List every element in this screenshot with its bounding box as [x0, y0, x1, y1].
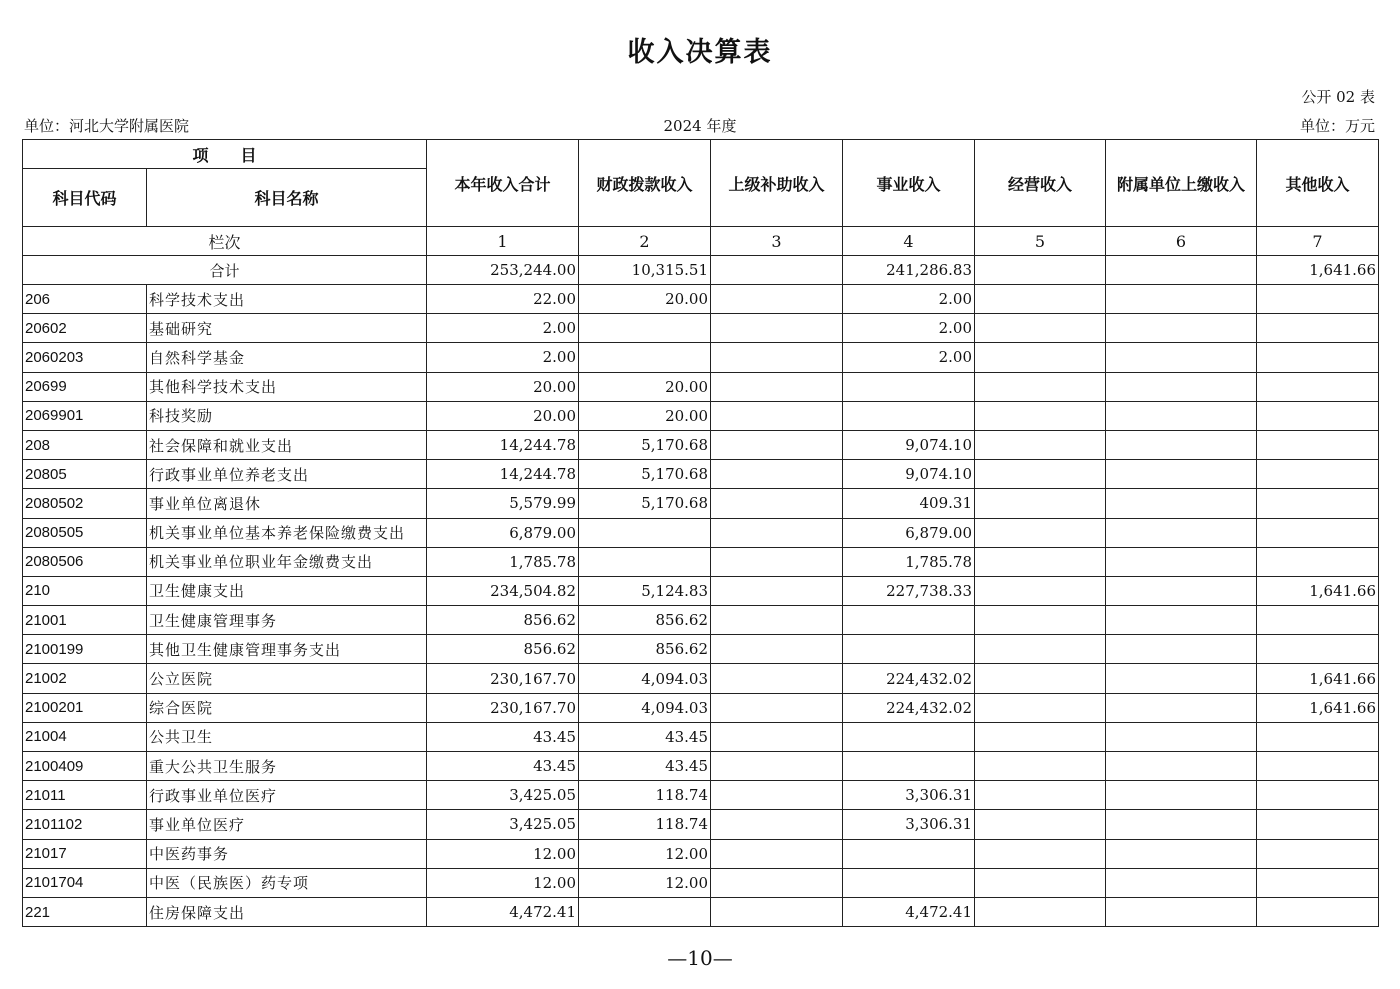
table-row — [23, 372, 1379, 401]
header-col-operating: 经营收入 — [975, 140, 1106, 227]
amount-cell — [1257, 314, 1379, 343]
amount-cell — [1106, 343, 1257, 372]
amount-cell — [975, 401, 1106, 430]
amount-cell: 227,738.33 — [843, 576, 975, 605]
amount-cell — [711, 489, 843, 518]
amount-cell — [1257, 752, 1379, 781]
amount-cell — [1106, 810, 1257, 839]
amount-cell — [975, 781, 1106, 810]
amount-cell: 1,641.66 — [1257, 693, 1379, 722]
amount-cell — [843, 401, 975, 430]
subject-code: 2060203 — [23, 343, 147, 372]
subject-name: 社会保障和就业支出 — [147, 430, 427, 459]
index-cell: 3 — [711, 227, 843, 256]
subject-code: 208 — [23, 430, 147, 459]
amount-cell: 12.00 — [427, 839, 579, 868]
amount-cell: 43.45 — [579, 752, 711, 781]
amount-cell: 2.00 — [843, 285, 975, 314]
amount-cell — [711, 839, 843, 868]
table-row — [23, 781, 1379, 810]
form-code: 公开 02 表 — [1301, 88, 1375, 106]
income-table — [22, 139, 1379, 927]
amount-cell — [975, 722, 1106, 751]
amount-cell — [1257, 343, 1379, 372]
amount-cell: 856.62 — [579, 606, 711, 635]
table-row — [23, 664, 1379, 693]
amount-cell: 230,167.70 — [427, 664, 579, 693]
subject-code: 2069901 — [23, 401, 147, 430]
amount-cell — [975, 752, 1106, 781]
amount-cell: 5,170.68 — [579, 489, 711, 518]
index-cell: 2 — [579, 227, 711, 256]
amount-cell: 2.00 — [843, 343, 975, 372]
amount-cell — [1106, 781, 1257, 810]
subject-name: 中医（民族医）药专项 — [147, 868, 427, 897]
amount-cell: 3,306.31 — [843, 781, 975, 810]
amount-cell — [975, 868, 1106, 897]
amount-cell — [1106, 897, 1257, 926]
amount-cell: 4,472.41 — [427, 897, 579, 926]
amount-cell — [975, 897, 1106, 926]
header-col-business: 事业收入 — [843, 140, 975, 227]
total-cell — [711, 256, 843, 285]
subject-name: 自然科学基金 — [147, 343, 427, 372]
amount-cell — [975, 606, 1106, 635]
amount-cell — [1257, 606, 1379, 635]
header-code: 科目代码 — [23, 169, 147, 227]
amount-cell: 856.62 — [579, 635, 711, 664]
subject-code: 206 — [23, 285, 147, 314]
amount-cell — [1257, 868, 1379, 897]
header-name: 科目名称 — [147, 169, 427, 227]
table-row — [23, 839, 1379, 868]
amount-cell: 1,785.78 — [427, 547, 579, 576]
amount-cell — [1257, 372, 1379, 401]
amount-cell — [1106, 460, 1257, 489]
amount-cell — [1106, 664, 1257, 693]
subject-code: 2101704 — [23, 868, 147, 897]
subject-name: 科学技术支出 — [147, 285, 427, 314]
amount-cell — [1257, 518, 1379, 547]
table-row — [23, 314, 1379, 343]
amount-cell — [711, 430, 843, 459]
amount-cell: 22.00 — [427, 285, 579, 314]
amount-cell — [1106, 868, 1257, 897]
amount-cell: 2.00 — [843, 314, 975, 343]
amount-cell — [1106, 489, 1257, 518]
subject-name: 卫生健康管理事务 — [147, 606, 427, 635]
amount-cell: 5,170.68 — [579, 460, 711, 489]
subject-name: 其他卫生健康管理事务支出 — [147, 635, 427, 664]
amount-cell — [975, 664, 1106, 693]
amount-cell: 3,425.05 — [427, 781, 579, 810]
index-label: 栏次 — [23, 227, 427, 256]
amount-cell — [711, 606, 843, 635]
index-cell: 7 — [1257, 227, 1379, 256]
amount-cell — [711, 752, 843, 781]
subject-code: 2100409 — [23, 752, 147, 781]
amount-cell — [711, 868, 843, 897]
subject-name: 科技奖励 — [147, 401, 427, 430]
amount-cell — [1257, 810, 1379, 839]
amount-cell — [711, 372, 843, 401]
amount-cell — [711, 547, 843, 576]
amount-cell — [1257, 897, 1379, 926]
amount-cell — [843, 839, 975, 868]
amount-cell — [1106, 839, 1257, 868]
amount-cell — [1257, 285, 1379, 314]
amount-cell — [975, 460, 1106, 489]
table-row — [23, 576, 1379, 605]
subject-name: 卫生健康支出 — [147, 576, 427, 605]
header-col-fiscal: 财政拨款收入 — [579, 140, 711, 227]
amount-cell: 2.00 — [427, 343, 579, 372]
total-cell: 241,286.83 — [843, 256, 975, 285]
amount-cell — [1257, 781, 1379, 810]
amount-cell: 9,074.10 — [843, 460, 975, 489]
amount-cell — [1257, 547, 1379, 576]
subject-code: 21002 — [23, 664, 147, 693]
subject-code: 20602 — [23, 314, 147, 343]
subject-name: 事业单位医疗 — [147, 810, 427, 839]
amount-cell: 118.74 — [579, 810, 711, 839]
amount-cell: 3,306.31 — [843, 810, 975, 839]
amount-cell: 1,641.66 — [1257, 664, 1379, 693]
amount-cell — [1106, 314, 1257, 343]
amount-cell — [711, 897, 843, 926]
amount-cell: 224,432.02 — [843, 664, 975, 693]
index-cell: 1 — [427, 227, 579, 256]
amount-cell — [1257, 635, 1379, 664]
amount-cell — [975, 839, 1106, 868]
table-row — [23, 635, 1379, 664]
amount-cell — [579, 897, 711, 926]
amount-cell: 234,504.82 — [427, 576, 579, 605]
amount-cell: 230,167.70 — [427, 693, 579, 722]
amount-cell: 409.31 — [843, 489, 975, 518]
amount-cell: 5,170.68 — [579, 430, 711, 459]
amount-cell — [843, 606, 975, 635]
header-col-total: 本年收入合计 — [427, 140, 579, 227]
total-cell: 253,244.00 — [427, 256, 579, 285]
subject-name: 机关事业单位职业年金缴费支出 — [147, 547, 427, 576]
amount-cell — [1106, 518, 1257, 547]
header-col-other: 其他收入 — [1257, 140, 1379, 227]
table-row — [23, 285, 1379, 314]
table-row — [23, 518, 1379, 547]
subject-name: 公共卫生 — [147, 722, 427, 751]
subject-name: 行政事业单位养老支出 — [147, 460, 427, 489]
amount-cell: 4,472.41 — [843, 897, 975, 926]
amount-cell — [711, 401, 843, 430]
amount-cell: 12.00 — [579, 868, 711, 897]
subject-name: 中医药事务 — [147, 839, 427, 868]
amount-cell: 3,425.05 — [427, 810, 579, 839]
total-label: 合计 — [23, 256, 427, 285]
subject-name: 综合医院 — [147, 693, 427, 722]
header-col-superior: 上级补助收入 — [711, 140, 843, 227]
subject-code: 2080502 — [23, 489, 147, 518]
table-row — [23, 547, 1379, 576]
amount-cell — [975, 372, 1106, 401]
amount-cell — [975, 285, 1106, 314]
amount-cell: 14,244.78 — [427, 430, 579, 459]
table-row — [23, 868, 1379, 897]
amount-cell: 5,579.99 — [427, 489, 579, 518]
amount-cell — [975, 314, 1106, 343]
table-row — [23, 606, 1379, 635]
amount-cell: 20.00 — [427, 401, 579, 430]
amount-cell — [1106, 752, 1257, 781]
amount-cell — [1106, 635, 1257, 664]
amount-cell — [579, 314, 711, 343]
amount-cell — [1106, 547, 1257, 576]
amount-cell: 2.00 — [427, 314, 579, 343]
amount-cell: 224,432.02 — [843, 693, 975, 722]
amount-cell — [1257, 401, 1379, 430]
table-row — [23, 401, 1379, 430]
total-row — [23, 256, 1379, 285]
subject-code: 2080506 — [23, 547, 147, 576]
amount-cell: 856.62 — [427, 635, 579, 664]
amount-cell — [711, 693, 843, 722]
subject-name: 机关事业单位基本养老保险缴费支出 — [147, 518, 427, 547]
amount-cell — [711, 781, 843, 810]
amount-cell — [1106, 285, 1257, 314]
amount-cell — [1106, 576, 1257, 605]
amount-cell — [711, 635, 843, 664]
page-number: —10— — [667, 946, 733, 970]
amount-cell: 1,785.78 — [843, 547, 975, 576]
amount-cell — [711, 460, 843, 489]
amount-cell — [843, 635, 975, 664]
subject-name: 重大公共卫生服务 — [147, 752, 427, 781]
amount-cell — [975, 693, 1106, 722]
amount-cell — [1257, 839, 1379, 868]
subject-name: 其他科学技术支出 — [147, 372, 427, 401]
amount-cell: 6,879.00 — [427, 518, 579, 547]
amount-cell — [579, 518, 711, 547]
amount-cell — [975, 635, 1106, 664]
amount-cell: 20.00 — [427, 372, 579, 401]
amount-cell: 6,879.00 — [843, 518, 975, 547]
table-row — [23, 489, 1379, 518]
reporting-unit: 单位：河北大学附属医院 — [24, 117, 190, 135]
amount-cell — [711, 285, 843, 314]
subject-code: 20805 — [23, 460, 147, 489]
amount-cell: 9,074.10 — [843, 430, 975, 459]
amount-cell — [1106, 401, 1257, 430]
amount-cell — [711, 314, 843, 343]
amount-cell — [711, 810, 843, 839]
subject-code: 21004 — [23, 722, 147, 751]
amount-cell — [975, 343, 1106, 372]
amount-cell — [711, 576, 843, 605]
table-row — [23, 430, 1379, 459]
amount-cell: 43.45 — [427, 722, 579, 751]
amount-cell — [843, 868, 975, 897]
amount-cell — [579, 547, 711, 576]
amount-cell: 20.00 — [579, 285, 711, 314]
amount-cell: 12.00 — [579, 839, 711, 868]
subject-code: 21017 — [23, 839, 147, 868]
fiscal-year: 2024 年度 — [663, 117, 737, 135]
subject-code: 2100201 — [23, 693, 147, 722]
subject-code: 21001 — [23, 606, 147, 635]
subject-code: 2101102 — [23, 810, 147, 839]
index-cell: 6 — [1106, 227, 1257, 256]
amount-cell: 4,094.03 — [579, 693, 711, 722]
amount-cell: 1,641.66 — [1257, 576, 1379, 605]
amount-cell: 43.45 — [579, 722, 711, 751]
amount-cell — [579, 343, 711, 372]
total-cell — [975, 256, 1106, 285]
subject-code: 221 — [23, 897, 147, 926]
table-row — [23, 722, 1379, 751]
subject-name: 基础研究 — [147, 314, 427, 343]
amount-cell: 118.74 — [579, 781, 711, 810]
amount-cell — [1106, 606, 1257, 635]
amount-cell — [711, 664, 843, 693]
amount-cell — [711, 722, 843, 751]
amount-cell — [975, 489, 1106, 518]
amount-cell — [1257, 460, 1379, 489]
amount-cell — [975, 518, 1106, 547]
currency-unit: 单位：万元 — [1299, 117, 1375, 135]
total-cell: 10,315.51 — [579, 256, 711, 285]
amount-cell — [843, 752, 975, 781]
amount-cell: 20.00 — [579, 401, 711, 430]
amount-cell: 20.00 — [579, 372, 711, 401]
subject-name: 事业单位离退休 — [147, 489, 427, 518]
amount-cell — [1106, 722, 1257, 751]
amount-cell: 5,124.83 — [579, 576, 711, 605]
subject-name: 公立医院 — [147, 664, 427, 693]
amount-cell — [1257, 489, 1379, 518]
table-row — [23, 693, 1379, 722]
subject-code: 2080505 — [23, 518, 147, 547]
amount-cell: 14,244.78 — [427, 460, 579, 489]
amount-cell: 4,094.03 — [579, 664, 711, 693]
amount-cell — [1106, 430, 1257, 459]
subject-code: 21011 — [23, 781, 147, 810]
document-title: 收入决算表 — [627, 37, 773, 68]
amount-cell — [711, 343, 843, 372]
amount-cell — [975, 547, 1106, 576]
amount-cell — [711, 518, 843, 547]
subject-code: 20699 — [23, 372, 147, 401]
subject-code: 2100199 — [23, 635, 147, 664]
subject-name: 行政事业单位医疗 — [147, 781, 427, 810]
amount-cell: 856.62 — [427, 606, 579, 635]
total-cell — [1106, 256, 1257, 285]
index-cell: 5 — [975, 227, 1106, 256]
subject-code: 210 — [23, 576, 147, 605]
subject-name: 住房保障支出 — [147, 897, 427, 926]
amount-cell: 12.00 — [427, 868, 579, 897]
header-col-affiliated: 附属单位上缴收入 — [1106, 140, 1257, 227]
amount-cell — [975, 576, 1106, 605]
amount-cell — [843, 722, 975, 751]
amount-cell — [843, 372, 975, 401]
total-cell: 1,641.66 — [1257, 256, 1379, 285]
index-row — [23, 227, 1379, 256]
amount-cell: 43.45 — [427, 752, 579, 781]
amount-cell — [975, 430, 1106, 459]
table-row — [23, 752, 1379, 781]
table-row — [23, 810, 1379, 839]
amount-cell — [1106, 372, 1257, 401]
table-row — [23, 460, 1379, 489]
header-project: 项 目 — [23, 140, 427, 169]
amount-cell — [975, 810, 1106, 839]
index-cell: 4 — [843, 227, 975, 256]
amount-cell — [1257, 430, 1379, 459]
table-row — [23, 343, 1379, 372]
table-row — [23, 897, 1379, 926]
amount-cell — [1257, 722, 1379, 751]
amount-cell — [1106, 693, 1257, 722]
